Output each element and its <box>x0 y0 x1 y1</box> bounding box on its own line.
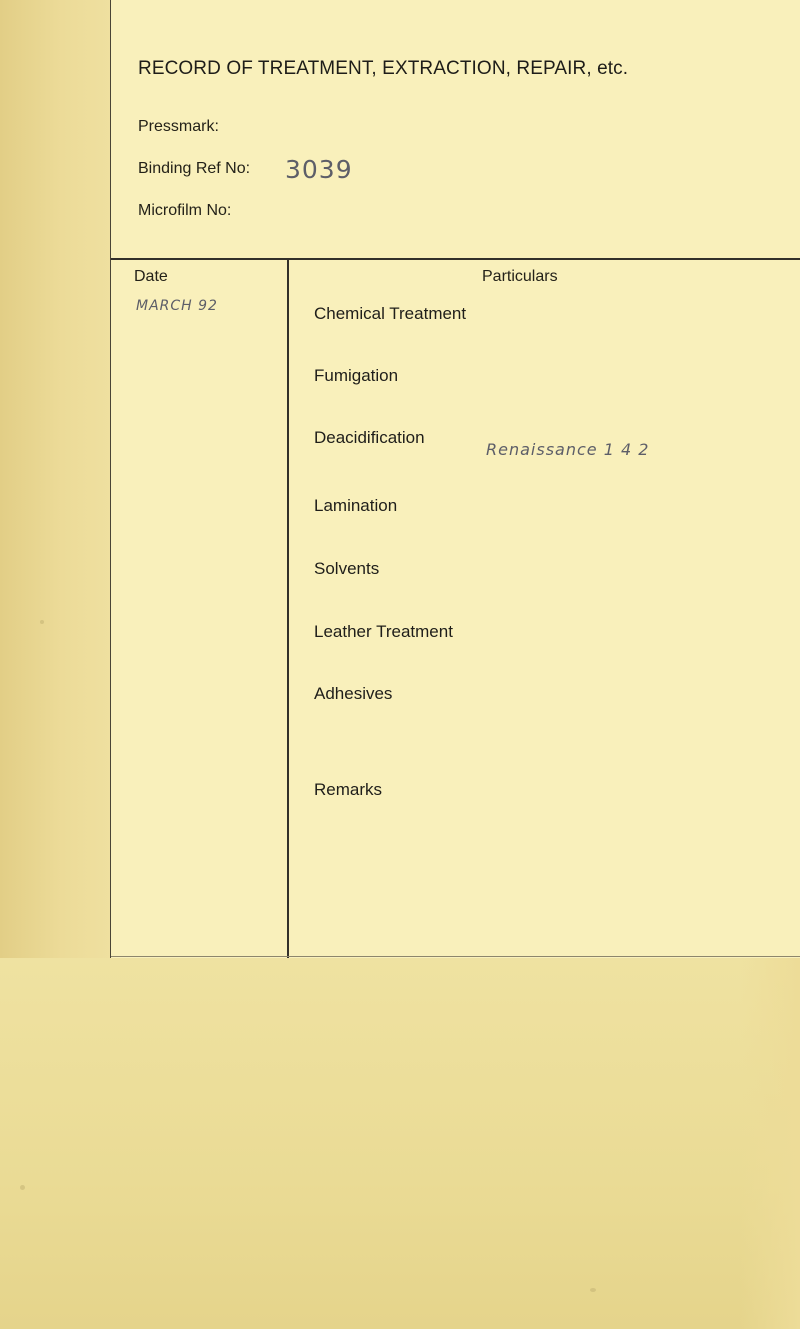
binding-ref-label: Binding Ref No: <box>138 160 251 177</box>
paper-speck <box>40 620 44 624</box>
background-bottom <box>0 958 800 1329</box>
particular-solvents: Solvents <box>314 559 380 578</box>
card-bottom-edge <box>111 956 800 957</box>
record-title: RECORD OF TREATMENT, EXTRACTION, REPAIR, etc. <box>138 58 629 79</box>
particulars-column-header: Particulars <box>482 268 558 285</box>
microfilm-label: Microfilm No: <box>138 202 232 219</box>
paper-speck <box>20 1185 25 1190</box>
particular-leather-treatment: Leather Treatment <box>314 622 453 641</box>
particular-remarks: Remarks <box>314 780 383 799</box>
header-divider <box>111 258 800 260</box>
date-column-header: Date <box>134 268 168 285</box>
particular-lamination: Lamination <box>314 496 398 515</box>
particular-fumigation: Fumigation <box>314 366 399 385</box>
particular-chemical-treatment: Chemical Treatment <box>314 304 467 323</box>
date-entry: MARCH 92 <box>136 298 218 314</box>
particular-adhesives: Adhesives <box>314 684 393 703</box>
paper-speck <box>590 1288 596 1292</box>
deacidification-note: Renaissance 1 4 2 <box>486 440 650 459</box>
binding-ref-value: 3039 <box>285 155 353 184</box>
pressmark-label: Pressmark: <box>138 118 219 135</box>
particular-deacidification: Deacidification <box>314 428 425 447</box>
record-header <box>111 0 800 258</box>
treatment-record-card <box>110 0 800 958</box>
column-divider <box>287 259 289 958</box>
